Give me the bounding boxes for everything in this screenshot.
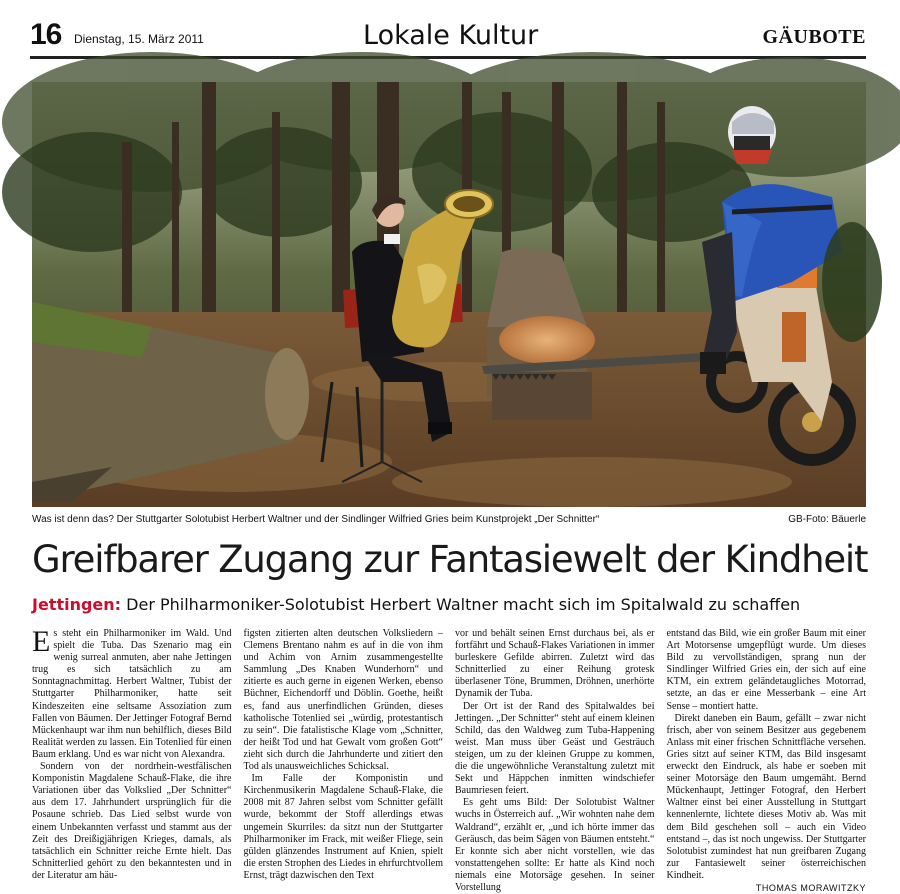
article-column-4	[666, 628, 867, 893]
article-body	[32, 625, 866, 893]
paragraph	[32, 625, 232, 761]
paragraph: entstand das Bild, wie ein großer Baum mit einer Art Motorsense umgepflügt wurde. Um dieses Bild zu vervollständigen, sprang nun der Sindlinger Wilfried Gries ein, der sich auf eine KTM, ein extrem geländetaugliches Motorrad, setzte, an das er eine Messerbank – eine Art Sense – montiert hatte.	[666, 628, 866, 712]
caption-text: Was ist denn das? Der Stuttgarter Solotubist Herbert Waltner und der Sindlinger Wilfried Gries beim Kunstprojekt „Der Schnitter“	[32, 514, 600, 525]
article-column-3	[455, 628, 655, 893]
paragraph: Es geht ums Bild: Der Solotubist Waltner wuchs in Österreich auf. „Wir wohnten nahe dem Waldrand“, erzählt er, „und ich hörte immer das Geräusch, das beim Sägen von Bäumen entsteht.“ Er konnte sich aber nicht vorstellen, wie das vonstattengehen sollte: Er hatte als Kind noch niemals eine Motorsäge gesehen. In seiner Vorstellung	[455, 797, 655, 893]
section-title: Lokale Kultur	[363, 20, 539, 51]
paragraph: vor und behält seinen Ernst durchaus bei, als er fortfährt und Schauß-Flakes Variationen in immer burleskere Gefilde abirren. Zuletzt wird das Schnitterlied zu einer Reihung grotesk überlasener Töne, Brummen, Dröhnen, unerhörte Dynamik der Tuba.	[455, 628, 655, 700]
issue-date: Dienstag, 15. März 2011	[74, 32, 204, 46]
photo-caption	[32, 514, 866, 530]
subheadline-text: Der Philharmoniker-Solotubist Herbert Waltner macht sich im Spitalwald zu schaffen	[126, 595, 801, 614]
newspaper-page	[30, 0, 868, 893]
page-number: 16	[30, 18, 62, 51]
brand-logo: GÄUBOTE	[762, 26, 866, 48]
article-photo	[32, 82, 866, 507]
paragraph-text: s steht ein Philharmoniker im Wald. Und spielt die Tuba. Das Szenario mag ein wenig surreal anmuten, aber nahe Jettingen trug es sich tatsächlich zu am Sonntagnachmittag. Herbert Waltner, Tubist der Stuttgarter Philharmoniker, hatte seit Kindeszeiten eine seltsame Assoziation zum Fallen von Bäumen. Der Jettinger Fotograf Bernd Mückenhaupt war ihm nun behilflich, dieses Bild Realität werden zu lassen. Ein Totenlied für einen Baum erklang. Und es war nicht von Alexandra.	[32, 628, 232, 760]
drop-cap: E	[32, 625, 51, 658]
author-byline: THOMAS MORAWITZKY	[755, 882, 866, 893]
paragraph: figsten zitierten alten deutschen Volksliedern – Clemens Brentano nahm es auf in die von ihm und Achim von Arnim zusammengestellte Sammlung „Des Knaben Wunderhorn“ und zitierte es auch gerne in eigenen Werken, ebenso Büchner, Eichendorff und Döblin. Goethe, heißt es, fand aus unerfindlichen Gründen, dieses katholische Totenlied sei „würdig, protestantisch zu sein“. Die fatalistische Klage vom „Schnitter, der heißt Tod und hat Gewalt vom großen Gott“ zieht sich durch die Jahrhunderte und zitiert den Tod als unausweichliches Schicksal.	[243, 628, 443, 773]
article-headline: Greifbarer Zugang zur Fantasiewelt der Kindheit	[32, 538, 868, 581]
article-subheadline	[32, 595, 866, 614]
paragraph: Der Ort ist der Rand des Spitalwaldes bei Jettingen. „Der Schnitter“ steht auf einem kleinen Schild, das den Waldweg zum Tuba-Happening weist. Man muss über Geäst und Gesträuch steigen, um zu der kleinen Gruppe zu kommen, die die ungewöhnliche Veranstaltung zuletzt mit Sekt und Häppchen inmitten windschiefer Baumriesen feiert.	[455, 700, 655, 797]
article-column-2	[244, 628, 444, 886]
article-column-1	[32, 625, 232, 886]
photo-credit: GB-Foto: Bäuerle	[788, 514, 866, 525]
paragraph: Im Falle der Komponistin und Kirchenmusikerin Magdalene Schauß-Flake, die 2008 mit 87 Jahren selbst vom Schnitter gefällt wurde, bekommt der Stoff allerdings etwas ungemein Skurriles: da sitzt nun der Stuttgarter Philharmoniker im Frack, mit weißer Fliege, sein gülden glänzendes Instrument auf Knien, spielt die ersten Strophen des Liedes in ehrfurchtvollem Ernst, trägt dazwischen den Text	[243, 773, 443, 881]
paragraph: Direkt daneben ein Baum, gefällt – zwar nicht frisch, aber von seinem Besitzer aus gegebenem Anlass mit einer frischen Schnittfläche versehen. Gries sitzt auf seiner KTM, das Bild insgesamt erweckt den Eindruck, als habe er soeben mit seiner Motorsäge den Baum umgemäht. Bernd Mückenhaupt, Jettinger Fotograf, den Herbert Waltner einst bei einer Ausstellung in Stuttgart kennenlernte, lichtete dieses Motiv ab. Was mit dem Bild geschehen soll – auch ein Video entstand –, das ist noch ungewiss. Der Stuttgarter Solotubist zumindest hat nun greifbaren Zugang zur Fantasiewelt seiner österreichischen Kindheit.	[666, 712, 866, 881]
dateline-place: Jettingen:	[32, 595, 122, 614]
paragraph: Sondern von der nordrhein-westfälischen Komponistin Magdalene Schauß-Flake, die ihre Variationen über das Volkslied „Der Schnitter“ aus dem 17. Jahrhundert ursprünglich für die Posaune schrieb. Das Lied selbst wurde von einem Unbekannten verfasst und stammt aus der Zeit des Dreißigjährigen Krieges, damals, als tatsächlich ein Schnitter reiche Ernte hielt. Das Schnitterlied gehört zu den bekanntesten und in der Literatur am häu-	[32, 761, 232, 881]
